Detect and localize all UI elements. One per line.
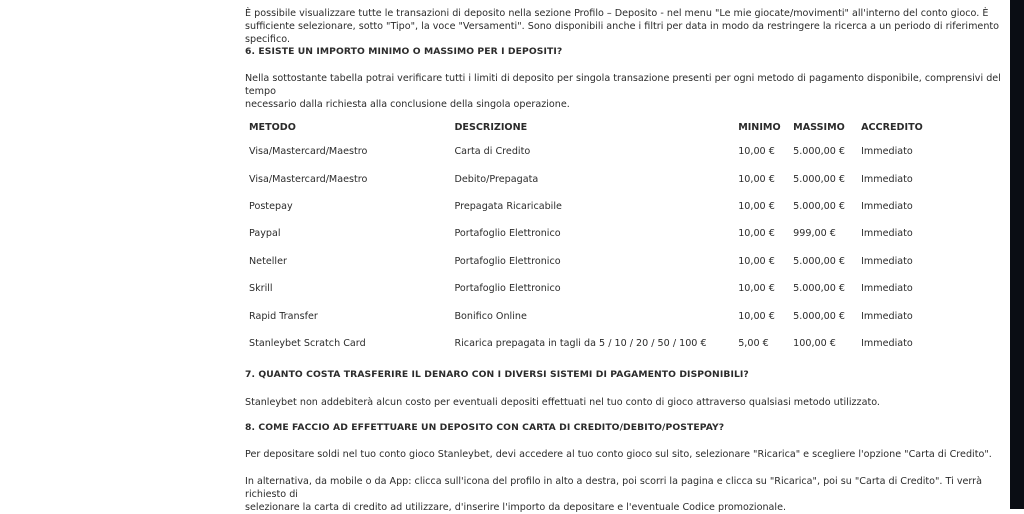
table-row [245,248,945,275]
cell-massimo: 5.000,00 € [793,146,846,158]
cell-metodo: Stanleybet Scratch Card [249,337,366,349]
cell-descrizione: Ricarica prepagata in tagli da 5 / 10 / 20 / 50 / 100 € [454,337,707,349]
cell-metodo: Neteller [249,255,287,267]
deposit-limits-table [245,116,945,357]
cell-massimo: 5.000,00 € [793,310,846,322]
cell-descrizione: Portafoglio Elettronico [454,228,561,240]
cell-accredito: Immediato [861,337,913,349]
cell-minimo: 10,00 € [738,255,775,267]
intro-line-2: sufficiente selezionare, sotto "Tipo", la voce "Versamenti". Sono disponibili anche i filtri per data in modo da restringere la ricerca a un periodo di riferimento specifico. [245,21,1000,45]
cell-accredito: Immediato [861,173,913,185]
table-header-row [245,116,945,138]
section-8-paragraph-1 [245,448,1005,461]
cell-descrizione: Portafoglio Elettronico [454,283,561,295]
section-7-text: Stanleybet non addebiterà alcun costo per eventuali depositi effettuati nel tuo conto di gioco attraverso qualsiasi metodo utilizzato. [245,397,880,408]
section-7-heading: 7. QUANTO COSTA TRASFERIRE IL DENARO CON I DIVERSI SISTEMI DI PAGAMENTO DISPONIBILI? [245,369,749,380]
header-minimo: MINIMO [738,121,781,133]
cell-descrizione: Prepagata Ricaricabile [454,200,562,212]
cell-accredito: Immediato [861,200,913,212]
cell-minimo: 10,00 € [738,146,775,158]
table-row [245,165,945,192]
section-6-line-1: Nella sottostante tabella potrai verificare tutti i limiti di deposito per singola transazione presenti per ogni metodo di pagamento disponibile, comprensivi del tempo [245,73,1001,97]
cell-minimo: 10,00 € [738,283,775,295]
cell-massimo: 100,00 € [793,337,836,349]
cell-descrizione: Bonifico Online [454,310,527,322]
header-descrizione: DESCRIZIONE [454,121,528,133]
cell-accredito: Immediato [861,146,913,158]
cell-accredito: Immediato [861,283,913,295]
cell-minimo: 10,00 € [738,173,775,185]
cell-massimo: 999,00 € [793,228,836,240]
section-6-heading: 6. ESISTE UN IMPORTO MINIMO O MASSIMO PER I DEPOSITI? [245,46,563,57]
intro-line-1: È possibile visualizzare tutte le transazioni di deposito nella sezione Profilo – Deposito - nel menu "Le mie giocate/movimenti" all'interno del conto gioco. È [245,8,989,19]
header-massimo: MASSIMO [793,121,845,133]
section-8-para-2-line-2: selezionare la carta di credito ad utilizzare, d'inserire l'importo da depositare e l'eventuale Codice promozionale. [245,502,787,513]
cell-accredito: Immediato [861,255,913,267]
cell-metodo: Visa/Mastercard/Maestro [249,173,368,185]
cell-descrizione: Debito/Prepagata [454,173,539,185]
cell-metodo: Postepay [249,200,293,212]
cell-metodo: Rapid Transfer [249,310,318,322]
table-row [245,138,945,165]
section-8-paragraph-2 [245,475,1005,514]
cell-massimo: 5.000,00 € [793,255,846,267]
table-row [245,302,945,329]
cell-metodo: Paypal [249,228,281,240]
section-8-para-2-line-1: In alternativa, da mobile o da App: clicca sull'icona del profilo in alto a destra, poi scorri la pagina e clicca su "Ricarica", poi su "Carta di Credito". Ti verrà richiesto di [245,476,982,500]
intro-paragraph [245,7,1005,46]
section-6-line-2: necessario dalla richiesta alla conclusione della singola operazione. [245,99,570,110]
cell-descrizione: Portafoglio Elettronico [454,255,561,267]
header-accredito: ACCREDITO [861,121,923,133]
cell-minimo: 10,00 € [738,310,775,322]
cell-minimo: 10,00 € [738,228,775,240]
section-8-para-1: Per depositare soldi nel tuo conto gioco Stanleybet, devi accedere al tuo conto gioco sul sito, selezionare "Ricarica" e scegliere l'opzione "Carta di Credito". [245,449,992,460]
cell-accredito: Immediato [861,310,913,322]
table-row [245,193,945,220]
cell-massimo: 5.000,00 € [793,173,846,185]
cell-metodo: Visa/Mastercard/Maestro [249,146,368,158]
cell-massimo: 5.000,00 € [793,200,846,212]
cell-descrizione: Carta di Credito [454,146,531,158]
cell-minimo: 10,00 € [738,200,775,212]
table-row [245,220,945,247]
table-row [245,275,945,302]
header-metodo: METODO [249,121,296,133]
section-6-paragraph [245,72,1005,111]
section-7-paragraph [245,396,1005,409]
section-8-heading: 8. COME FACCIO AD EFFETTUARE UN DEPOSITO CON CARTA DI CREDITO/DEBITO/POSTEPAY? [245,422,725,433]
cell-massimo: 5.000,00 € [793,283,846,295]
table-row [245,330,945,357]
cell-minimo: 5,00 € [738,337,769,349]
page-edge-strip [1010,0,1024,509]
cell-accredito: Immediato [861,228,913,240]
cell-metodo: Skrill [249,283,273,295]
